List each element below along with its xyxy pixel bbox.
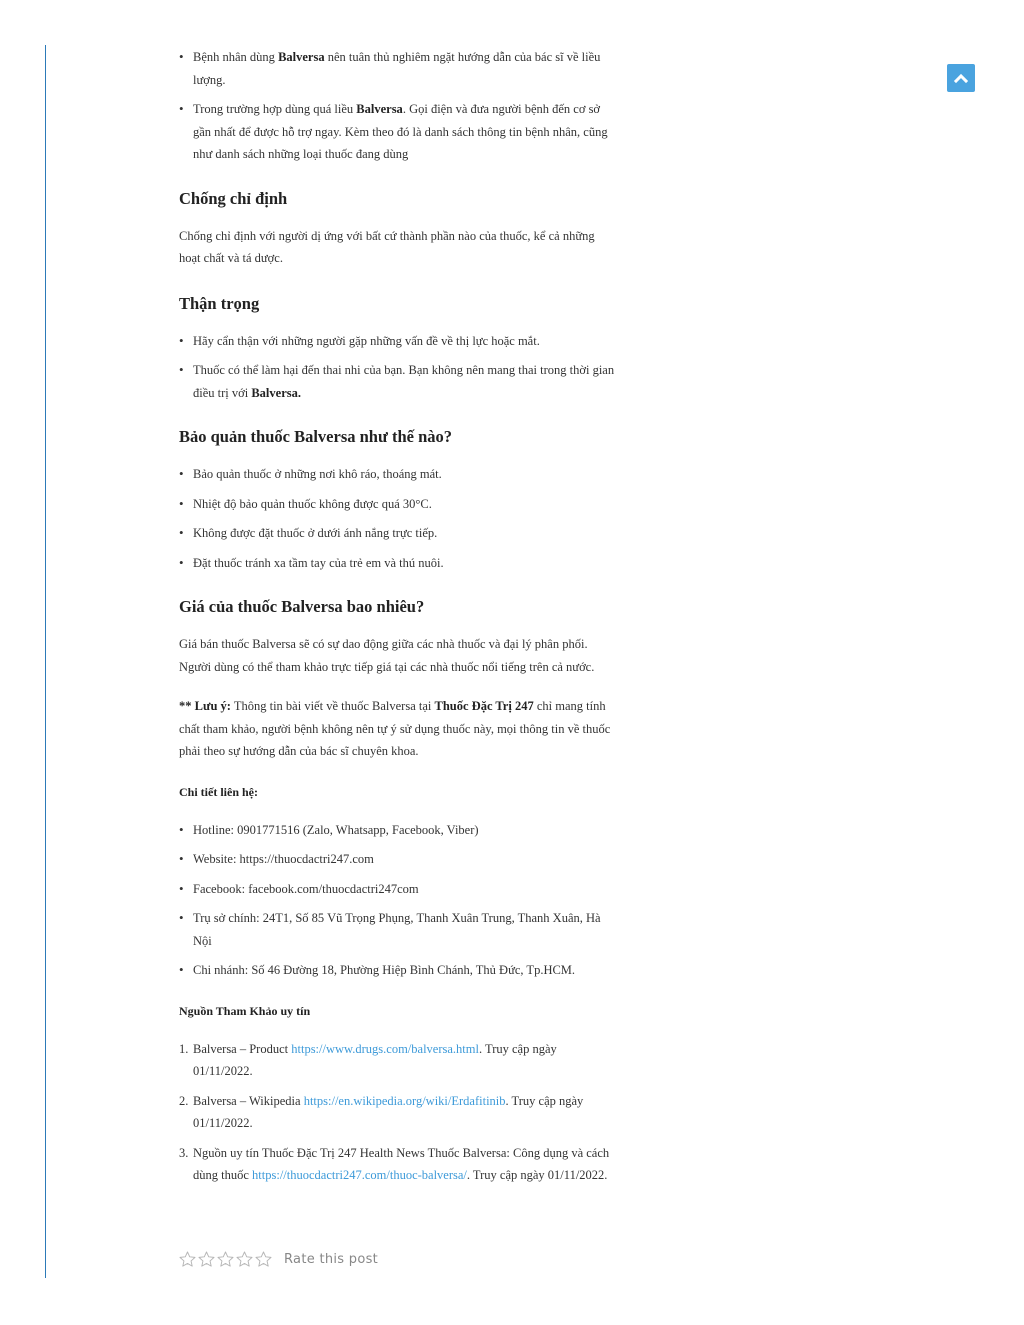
sources-list	[179, 1038, 619, 1187]
contact-branch: • Chi nhánh: Số 46 Đường 18, Phường Hiệp Bình Chánh, Thủ Đức, Tp.HCM.	[193, 959, 619, 982]
heading-price: Giá của thuốc Balversa bao nhiêu?	[179, 597, 425, 616]
list-item: • Bảo quản thuốc ở những nơi khô ráo, thoáng mát.	[193, 463, 619, 486]
list-item: • Không được đặt thuốc ở dưới ánh nắng trực tiếp.	[193, 522, 619, 545]
note-paragraph: ** Lưu ý: Thông tin bài viết về thuốc Balversa tại Thuốc Đặc Trị 247 chỉ mang tính chất tham khảo, người bệnh không nên tự ý sử dụng thuốc này, mọi thông tin về thuốc phải theo sự hướng dẫn của bác sĩ chuyên khoa.	[179, 699, 611, 758]
precautions-list	[179, 46, 619, 166]
source-item: 2. Balversa – Wikipedia https://en.wikipedia.org/wiki/Erdafitinib. Truy cập ngày 01/11/2022.	[179, 1093, 584, 1130]
heading-contraindications: Chống chỉ định	[179, 188, 288, 208]
contraindications-text: Chống chỉ định với người dị ứng với bất cứ thành phần nào của thuốc, kể cả những hoạt chất và tá dược.	[179, 228, 595, 265]
contact-list	[179, 819, 619, 982]
list-item: • Hãy cẩn thận với những người gặp những vấn đề về thị lực hoặc mắt.	[193, 330, 619, 353]
list-item: • Bệnh nhân dùng Balversa nên tuân thủ nghiêm ngặt hướng dẫn của bác sĩ về liều lượng.	[193, 46, 619, 91]
list-item: • Nhiệt độ bảo quản thuốc không được quá 30°C.	[193, 493, 619, 516]
heading-sources: Nguồn Tham Khảo uy tín	[179, 1003, 311, 1018]
contact-hotline: • Hotline: 0901771516 (Zalo, Whatsapp, Facebook, Viber)	[193, 819, 619, 842]
rating-widget	[178, 1248, 378, 1270]
storage-list	[179, 463, 619, 574]
price-text: Giá bán thuốc Balversa sẽ có sự dao động giữa các nhà thuốc và đại lý phân phối. Người dùng có thể tham khảo trực tiếp giá tại các nhà thuốc nổi tiếng trên cả nước.	[179, 637, 595, 674]
rate-label: Rate this post	[284, 1251, 379, 1267]
star-outline-icon[interactable]	[197, 1250, 216, 1269]
contact-website: • Website: https://thuocdactri247.com	[193, 848, 619, 871]
list-item: • Trong trường hợp dùng quá liều Balversa. Gọi điện và đưa người bệnh đến cơ sở gần nhất để được hỗ trợ ngay. Kèm theo đó là danh sách thông tin bệnh nhân, cũng như danh sách những loại thuốc đang dùng	[193, 98, 619, 166]
source-link[interactable]: https://www.drugs.com/balversa.html	[291, 1041, 479, 1056]
source-item: 3. Nguồn uy tín Thuốc Đặc Trị 247 Health News Thuốc Balversa: Công dụng và cách dùng thuốc https://thuocdactri247.com/thuoc-balversa/. Truy cập ngày 01/11/2022.	[179, 1145, 610, 1182]
caution-list	[179, 330, 619, 405]
rating-stars	[178, 1250, 273, 1269]
back-to-top-button[interactable]	[947, 64, 975, 92]
source-link[interactable]: https://en.wikipedia.org/wiki/Erdafitinib	[303, 1093, 506, 1108]
contact-headquarters: • Trụ sở chính: 24T1, Số 85 Vũ Trọng Phụng, Thanh Xuân Trung, Thanh Xuân, Hà Nội	[193, 907, 619, 952]
heading-storage: Bảo quản thuốc Balversa như thế nào?	[179, 427, 453, 446]
source-item: 1. Balversa – Product https://www.drugs.com/balversa.html. Truy cập ngày 01/11/2022.	[179, 1041, 557, 1078]
list-item: • Thuốc có thể làm hại đến thai nhi của bạn. Bạn không nên mang thai trong thời gian điều trị với Balversa.	[193, 359, 619, 404]
star-outline-icon[interactable]	[178, 1250, 197, 1269]
heading-contact: Chi tiết liên hệ:	[179, 784, 258, 799]
article-content	[179, 46, 619, 1194]
star-outline-icon[interactable]	[216, 1250, 235, 1269]
note-label: ** Lưu ý:	[179, 699, 231, 713]
heading-caution: Thận trọng	[179, 293, 260, 313]
list-item: • Đặt thuốc tránh xa tầm tay của trẻ em và thú nuôi.	[193, 552, 619, 575]
source-link[interactable]: https://thuocdactri247.com/thuoc-balversa/	[252, 1168, 467, 1182]
star-outline-icon[interactable]	[235, 1250, 254, 1269]
contact-facebook: • Facebook: facebook.com/thuocdactri247com	[193, 878, 619, 901]
site-name: Thuốc Đặc Trị 247	[434, 699, 534, 713]
star-outline-icon[interactable]	[254, 1250, 273, 1269]
left-border-line	[45, 45, 46, 1278]
chevron-up-icon	[954, 73, 968, 83]
